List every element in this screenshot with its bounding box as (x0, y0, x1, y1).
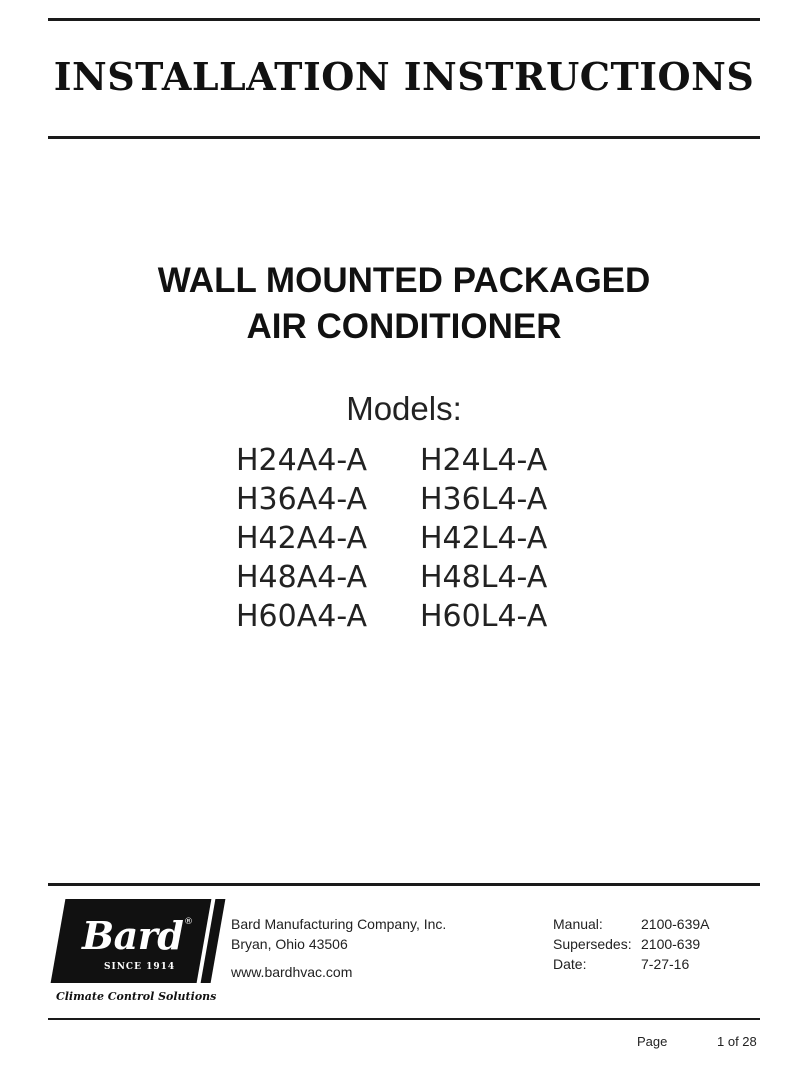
manual-value: 2100-639A (641, 916, 710, 932)
page-value: 1 of 28 (717, 1034, 757, 1049)
product-title-line-2: AIR CONDITIONER (246, 307, 562, 346)
title-rule (48, 136, 760, 139)
logo-registered-mark: ® (184, 917, 193, 927)
company-address: Bryan, Ohio 43506 (231, 936, 348, 952)
model-item: H60L4-A (420, 599, 548, 634)
models-list (236, 441, 580, 636)
model-item: H36L4-A (420, 482, 548, 517)
footer-bottom-rule (48, 1018, 760, 1020)
bard-logo (54, 899, 222, 1007)
company-info (231, 914, 446, 982)
company-website: www.bardhvac.com (231, 964, 353, 980)
logo-since: SINCE 1914 (104, 962, 176, 972)
model-item: H24A4-A (236, 443, 368, 478)
logo-tagline: Climate Control Solutions (56, 990, 217, 1003)
product-title-line-1: WALL MOUNTED PACKAGED (157, 261, 651, 300)
footer-top-rule (48, 883, 760, 886)
date-value: 7-27-16 (641, 956, 690, 972)
model-item: H24L4-A (420, 443, 548, 478)
top-rule (48, 18, 760, 21)
product-title (0, 258, 808, 350)
model-item: H60A4-A (236, 599, 368, 634)
model-item: H48L4-A (420, 560, 548, 595)
models-label: Models: (346, 390, 462, 427)
document-title: INSTALLATION INSTRUCTIONS (53, 54, 755, 99)
logo-wordmark: Bard (82, 913, 184, 958)
model-item: H42A4-A (236, 521, 368, 556)
model-item: H36A4-A (236, 482, 368, 517)
page-number (637, 1034, 757, 1049)
model-item: H48A4-A (236, 560, 368, 595)
company-name: Bard Manufacturing Company, Inc. (231, 916, 447, 932)
supersedes-value: 2100-639 (641, 936, 701, 952)
manual-label: Manual: (553, 916, 603, 932)
supersedes-label: Supersedes: (553, 936, 632, 952)
date-label: Date: (553, 956, 587, 972)
page-label: Page (637, 1034, 668, 1049)
manual-info (553, 914, 731, 974)
model-item: H42L4-A (420, 521, 548, 556)
